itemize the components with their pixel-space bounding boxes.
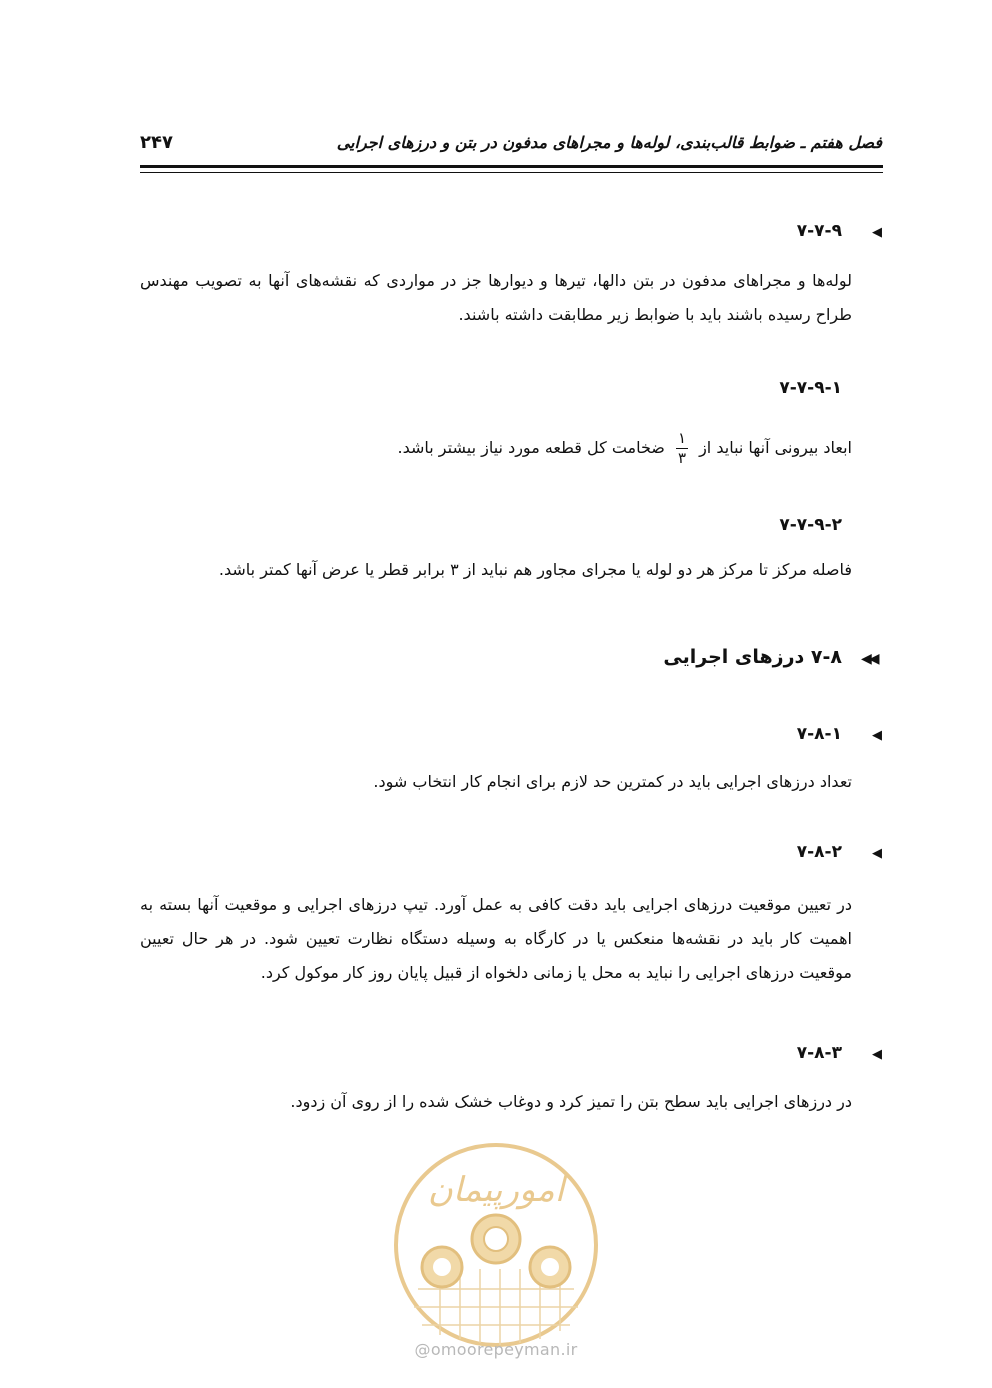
section-number: ۷-۸-۱ (796, 724, 842, 744)
text-after-fraction: ضخامت کل قطعه مورد نیاز بیشتر باشد. (397, 438, 665, 457)
fraction-numerator: ۱ (677, 429, 687, 447)
section-paragraph: فاصله مرکز تا مرکز هر دو لوله یا مجرای مجاور هم نباید از ۳ برابر قطر یا عرض آنها کمتر باشد. (218, 560, 852, 579)
section-paragraph: در تعیین موقعیت درزهای اجرایی باید دقت کافی به عمل آورد. تیپ درزهای اجرایی و موقعیت آنها بسته به اهمیت کار باید در نقشه‌ها منعکس یا در کارگاه به وسیله دستگاه نظارت تعیین شود. در هر حال تعیین موقعیت درزهای اجرایی را نباید به محل یا زمانی دلخواه از قبیل پایان روز کار موکول کرد. (140, 895, 852, 982)
triangle-left-icon: ◀ (872, 846, 882, 861)
double-triangle-left-icon: ◀◀ (861, 651, 877, 667)
fraction-one-third (676, 430, 688, 467)
section-number: ۷-۸-۳ (796, 1043, 842, 1063)
triangle-left-icon: ◀ (872, 728, 882, 743)
triangle-left-icon: ◀ (872, 225, 882, 240)
subsection-number: ۷-۷-۹-۲ (779, 515, 842, 535)
section-paragraph: لوله‌ها و مجراهای مدفون در بتن دالها، تیرها و دیوارها جز در مواردی که نقشه‌های آنها به تصویب مهندس طراح رسیده باشند باید با ضوابط زیر مطابقت داشته باشند. (140, 271, 852, 324)
section-paragraph: در درزهای اجرایی باید سطح بتن را تمیز کرد و دوغاب خشک شده را از روی آن زدود. (290, 1092, 852, 1111)
chapter-title: فصل هفتم ـ ضوابط قالب‌بندی، لوله‌ها و مجراهای مدفون در بتن و درزهای اجرایی (336, 133, 882, 152)
watermark-logo (390, 1139, 602, 1351)
section-heading: ۷-۸ درزهای اجرایی (663, 646, 842, 668)
page-number: ۲۴۷ (140, 132, 173, 153)
text-before-fraction: ابعاد بیرونی آنها نباید از (699, 438, 852, 457)
section-paragraph: تعداد درزهای اجرایی باید در کمترین حد لازم برای انجام کار انتخاب شود. (373, 772, 852, 791)
subsection-number: ۷-۷-۹-۱ (779, 378, 842, 398)
header-rule-thin (140, 172, 883, 173)
watermark-logo-text: امورپیمان (427, 1170, 565, 1210)
fraction-denominator: ۳ (677, 449, 687, 467)
section-number: ۷-۸-۲ (796, 842, 842, 862)
section-paragraph (398, 430, 853, 467)
header-rule-thick (140, 165, 883, 168)
watermark-url: @omoorepeyman.ir (414, 1340, 578, 1359)
triangle-left-icon: ◀ (872, 1047, 882, 1062)
section-number: ۷-۷-۹ (796, 221, 842, 241)
